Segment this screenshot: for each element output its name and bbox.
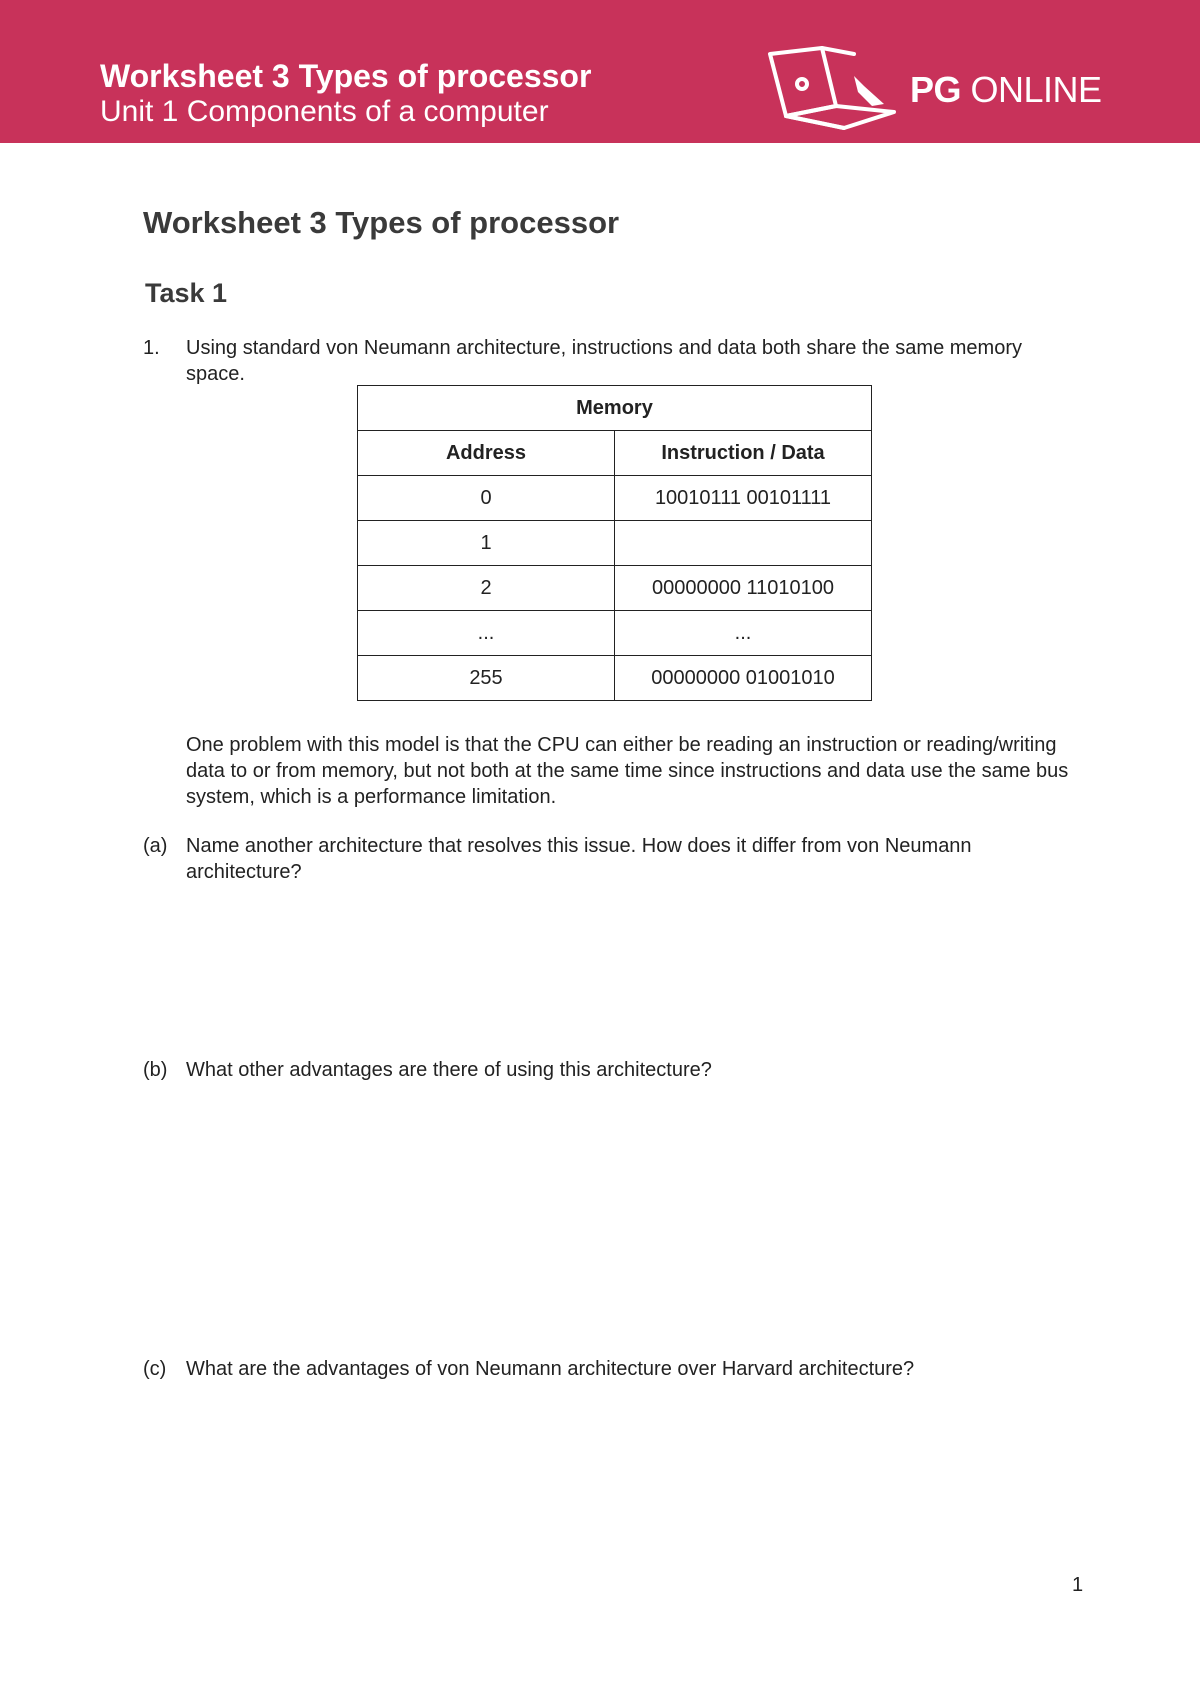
question-a-label: (a) — [143, 835, 168, 857]
question-1-number: 1. — [143, 337, 160, 359]
table-row — [358, 521, 872, 566]
question-b-text: What other advantages are there of using this architecture? — [186, 1059, 712, 1081]
pg-online-logo — [764, 46, 1104, 136]
address-cell: ... — [358, 611, 615, 656]
table-row — [358, 611, 872, 656]
brand-rest: ONLINE — [961, 69, 1102, 110]
address-cell: 1 — [358, 521, 615, 566]
table-header-row — [358, 431, 872, 476]
address-cell: 2 — [358, 566, 615, 611]
column-header-address: Address — [358, 431, 615, 476]
address-cell: 0 — [358, 476, 615, 521]
table-title: Memory — [358, 386, 872, 431]
data-cell: 10010111 00101111 — [615, 476, 872, 521]
header-title: Worksheet 3 Types of processor — [100, 58, 592, 94]
column-header-data: Instruction / Data — [615, 431, 872, 476]
brand-name — [910, 70, 1102, 110]
task-heading: Task 1 — [145, 278, 228, 308]
brand-bold: PG — [910, 69, 962, 110]
page-header — [0, 0, 1200, 143]
data-cell — [615, 521, 872, 566]
data-cell: ... — [615, 611, 872, 656]
document-title: Worksheet 3 Types of processor — [143, 205, 620, 240]
laptop-icon — [764, 46, 899, 132]
table-row — [358, 476, 872, 521]
question-1-text: Using standard von Neumann architecture, instructions and data both share the same memory space. — [186, 337, 1022, 385]
data-cell: 00000000 01001010 — [615, 656, 872, 701]
table-title-row — [358, 386, 872, 431]
memory-table — [357, 385, 872, 701]
question-b-label: (b) — [143, 1059, 168, 1081]
question-c-text: What are the advantages of von Neumann architecture over Harvard architecture? — [186, 1358, 915, 1380]
table-row — [358, 656, 872, 701]
data-cell: 00000000 11010100 — [615, 566, 872, 611]
address-cell: 255 — [358, 656, 615, 701]
question-a-text: Name another architecture that resolves this issue. How does it differ from von Neumann architecture? — [186, 835, 972, 883]
header-subtitle: Unit 1 Components of a computer — [100, 95, 549, 128]
question-c-label: (c) — [143, 1358, 167, 1380]
page-number: 1 — [1072, 1574, 1084, 1596]
problem-paragraph: One problem with this model is that the CPU can either be reading an instruction or reading/writing data to or from memory, but not both at the same time since instructions and data use the same bus system, which is a performance limitation. — [186, 734, 1069, 808]
table-row — [358, 566, 872, 611]
